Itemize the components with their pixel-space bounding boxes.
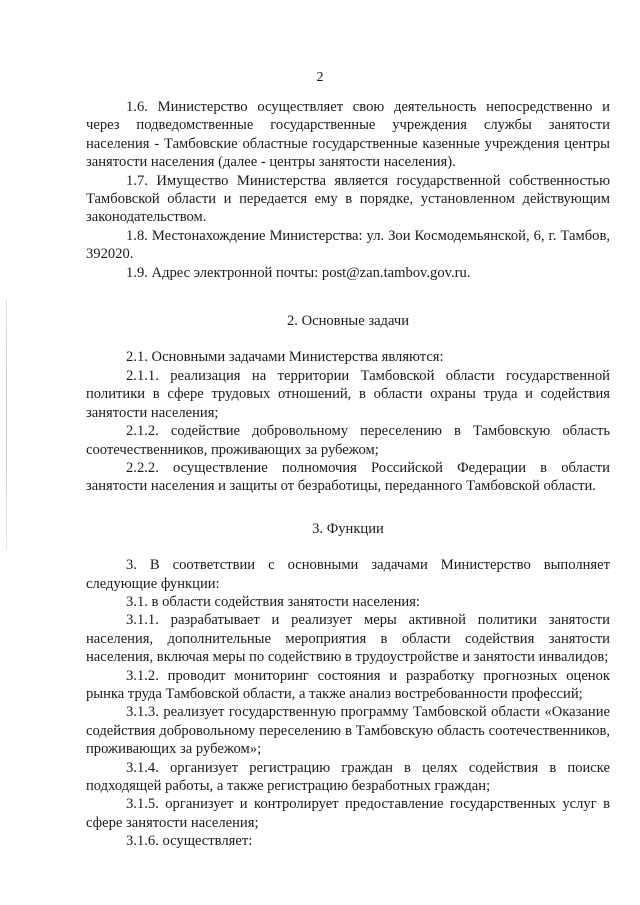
section-3-heading: 3. Функции — [312, 520, 384, 537]
paragraph-3-1-4: 3.1.4. организует регистрацию граждан в целях содействия в поиске подходящей работы, а также регистрацию безработных граждан; — [86, 759, 610, 794]
paragraph-2-1-1: 2.1.1. реализация на территории Тамбовской области государственной политики в сфере трудовых отношений, в области охраны труда и содействия занятости населения; — [86, 367, 610, 421]
paragraph-2-1: 2.1. Основными задачами Министерства являются: — [126, 349, 444, 366]
paragraph-2-2-2: 2.2.2. осуществление полномочия Российской Федерации в области занятости населения и защиты от безработицы, переданного Тамбовской области. — [86, 459, 610, 495]
paragraph-3-1-3: 3.1.3. реализует государственную программу Тамбовской области «Оказание содействия добровольному переселению в Тамбовскую область соотечественников, проживающих за рубежом»; — [86, 704, 610, 758]
paragraph-1-7: 1.7. Имущество Министерства является государственной собственностью Тамбовской области и передается ему в порядке, установленном действующим законодательством. — [86, 172, 610, 226]
paragraph-3-1-2: 3.1.2. проводит мониторинг состояния и разработку прогнозных оценок рынка труда Тамбовской области, а также анализ востребованности профессий; — [86, 667, 610, 702]
paragraph-3-1: 3.1. в области содействия занятости населения: — [126, 593, 420, 610]
paragraph-3-1-6: 3.1.6. осуществляет: — [126, 833, 253, 850]
section-2-heading: 2. Основные задачи — [286, 313, 410, 330]
document-body — [86, 98, 610, 851]
paragraph-1-6: 1.6. Министерство осуществляет свою деятельность непосредственно и через подведомственные государственные учреждения службы занятости населения - Тамбовские областные государственные казенные учреждения центры занятости населения (далее - центры занятости населения). — [86, 99, 610, 171]
paragraph-1-9: 1.9. Адрес электронной почты: post@zan.tambov.gov.ru. — [126, 264, 471, 281]
paragraph-3-1-1: 3.1.1. разрабатывает и реализует меры активной политики занятости населения, дополнительные мероприятия в области содействия занятости населения, включая меры по содействию в трудоустройстве и занятости инвалидов; — [86, 612, 610, 666]
scan-edge-artifact — [6, 300, 7, 550]
paragraph-2-1-2: 2.1.2. содействие добровольному переселению в Тамбовскую область соотечественников, проживающих за рубежом; — [86, 423, 610, 458]
paragraph-1-8: 1.8. Местонахождение Министерства: ул. Зои Космодемьянской, 6, г. Тамбов, 392020. — [86, 227, 610, 263]
paragraph-3-1-5: 3.1.5. организует и контролирует предоставление государственных услуг в сфере занятости населения; — [86, 796, 610, 831]
page-number: 2 — [316, 70, 324, 85]
paragraph-3: 3. В соответствии с основными задачами Министерство выполняет следующие функции: — [86, 557, 610, 592]
